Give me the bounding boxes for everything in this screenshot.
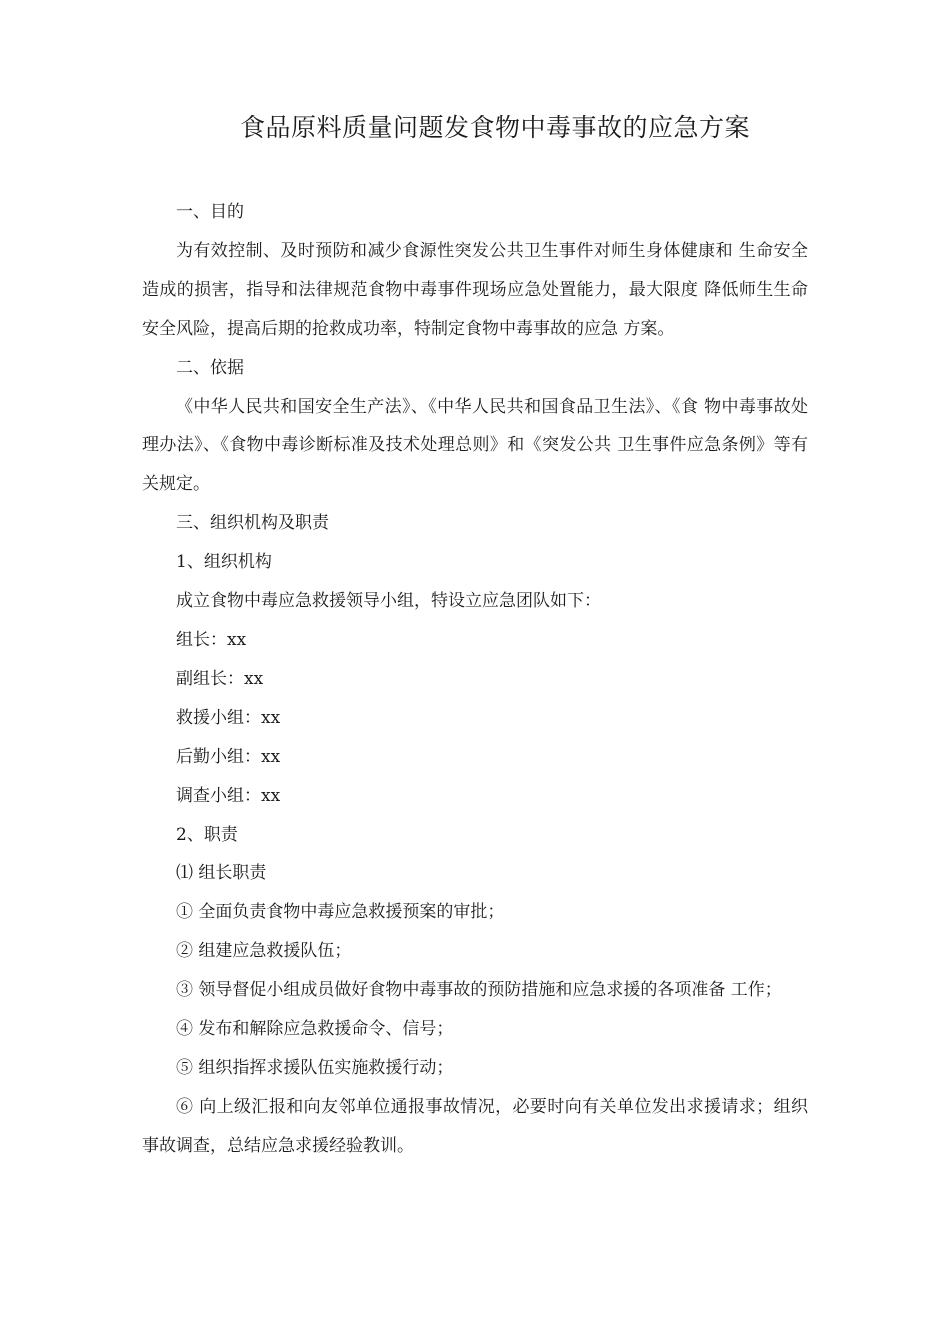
document-title: 食品原料质量问题发食物中毒事故的应急方案 — [239, 113, 750, 142]
duty-item-4: ④ 发布和解除应急救援命令、信号； — [176, 1019, 454, 1040]
duty-item-2: ② 组建应急救援队伍； — [176, 941, 352, 962]
subheading-duties: 2、职责 — [176, 824, 238, 845]
duty-item-5: ⑤ 组织指挥求援队伍实施救援行动； — [176, 1057, 454, 1078]
list-item-investigation-group: 调查小组：xx — [176, 785, 281, 806]
list-item-logistics-group: 后勤小组：xx — [176, 746, 281, 767]
duty-item-1: ① 全面负责食物中毒应急救援预案的审批； — [176, 902, 505, 923]
paragraph-basis: 《中华人民共和国安全生产法》、《中华人民共和国食品卫生法》、《食 物中毒事故处理办法》、《食物中毒诊断标准及技术处理总则》和《突发公共 卫生事件应急条例》等有关规定。 — [142, 396, 808, 495]
list-item-leader: 组长：xx — [176, 629, 247, 650]
section-heading-basis: 二、依据 — [176, 357, 244, 378]
subheading-organization: 1、组织机构 — [176, 552, 272, 573]
document-body — [142, 193, 808, 1166]
subheading-leader-duties: ⑴ 组长职责 — [176, 863, 267, 884]
list-item-deputy-leader: 副组长：xx — [176, 668, 264, 689]
duty-item-3: ③ 领导督促小组成员做好食物中毒事故的预防措施和应急求援的各项准备 工作； — [176, 980, 782, 1001]
paragraph-purpose: 为有效控制、及时预防和减少食源性突发公共卫生事件对师生身体健康和 生命安全造成的损害，指导和法律规范食物中毒事件现场应急处置能力，最大限度 降低师生生命安全风险，提高后期的抢救成功率，特制定食物中毒事故的应急 方案。 — [142, 240, 808, 339]
duty-item-6: ⑥ 向上级汇报和向友邻单位通报事故情况，必要时向有关单位发出求援请求；组织事故调查，总结应急求援经验教训。 — [142, 1096, 808, 1156]
list-item-rescue-group: 救援小组：xx — [176, 707, 281, 728]
section-heading-purpose: 一、目的 — [176, 202, 244, 222]
paragraph-team-intro: 成立食物中毒应急救援领导小组，特设立应急团队如下： — [176, 591, 601, 612]
section-heading-organization: 三、组织机构及职责 — [176, 513, 329, 534]
